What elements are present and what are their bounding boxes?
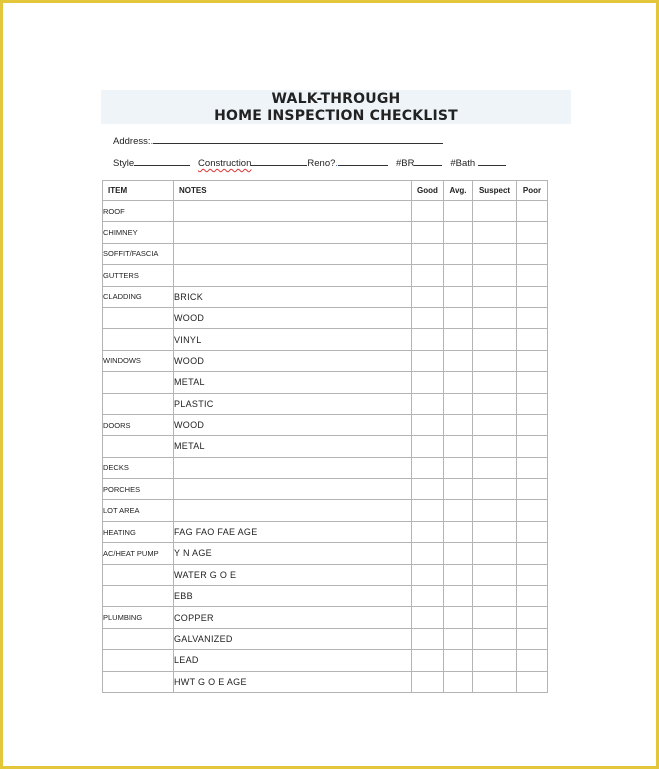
- item-cell: [103, 650, 174, 671]
- rating-good-cell[interactable]: [412, 201, 444, 222]
- rating-suspect-cell[interactable]: [473, 265, 517, 286]
- rating-good-cell[interactable]: [412, 414, 444, 435]
- rating-good-cell[interactable]: [412, 436, 444, 457]
- rating-good-cell[interactable]: [412, 393, 444, 414]
- header-suspect: Suspect: [473, 181, 517, 201]
- style-field[interactable]: [134, 156, 190, 166]
- spellcheck-mark: .: [335, 158, 339, 169]
- title-line-2: HOME INSPECTION CHECKLIST: [214, 108, 458, 124]
- rating-poor-cell[interactable]: [517, 286, 548, 307]
- rating-poor-cell[interactable]: [517, 586, 548, 607]
- rating-good-cell[interactable]: [412, 564, 444, 585]
- rating-poor-cell[interactable]: [517, 222, 548, 243]
- item-cell: PORCHES: [103, 479, 174, 500]
- notes-cell[interactable]: METAL: [174, 372, 412, 393]
- notes-cell[interactable]: [174, 222, 412, 243]
- header-avg: Avg.: [444, 181, 473, 201]
- notes-cell[interactable]: [174, 243, 412, 264]
- rating-avg-cell[interactable]: [444, 414, 473, 435]
- rating-suspect-cell[interactable]: [473, 201, 517, 222]
- rating-suspect-cell[interactable]: [473, 307, 517, 328]
- rating-good-cell[interactable]: [412, 222, 444, 243]
- table-header-row: [103, 181, 548, 201]
- rating-avg-cell[interactable]: [444, 243, 473, 264]
- rating-suspect-cell[interactable]: [473, 222, 517, 243]
- item-cell: CHIMNEY: [103, 222, 174, 243]
- notes-cell[interactable]: GALVANIZED: [174, 628, 412, 649]
- table-row: [103, 543, 548, 564]
- rating-good-cell[interactable]: [412, 543, 444, 564]
- item-cell: [103, 564, 174, 585]
- rating-avg-cell[interactable]: [444, 479, 473, 500]
- item-cell: CLADDING: [103, 286, 174, 307]
- rating-poor-cell[interactable]: [517, 350, 548, 371]
- rating-avg-cell[interactable]: [444, 457, 473, 478]
- table-row: [103, 222, 548, 243]
- rating-poor-cell[interactable]: [517, 671, 548, 692]
- rating-suspect-cell[interactable]: [473, 586, 517, 607]
- rating-good-cell[interactable]: [412, 628, 444, 649]
- rating-suspect-cell[interactable]: [473, 329, 517, 350]
- table-row: [103, 650, 548, 671]
- rating-poor-cell[interactable]: [517, 243, 548, 264]
- rating-poor-cell[interactable]: [517, 628, 548, 649]
- item-cell: WINDOWS: [103, 350, 174, 371]
- notes-cell[interactable]: [174, 201, 412, 222]
- reno-label: Reno?: [307, 158, 336, 169]
- item-cell: [103, 329, 174, 350]
- item-cell: [103, 628, 174, 649]
- rating-avg-cell[interactable]: [444, 329, 473, 350]
- table-row: [103, 564, 548, 585]
- notes-cell[interactable]: PLASTIC: [174, 393, 412, 414]
- item-cell: PLUMBING: [103, 607, 174, 628]
- notes-cell[interactable]: METAL: [174, 436, 412, 457]
- item-cell: [103, 393, 174, 414]
- notes-cell[interactable]: BRICK: [174, 286, 412, 307]
- notes-cell[interactable]: WOOD: [174, 414, 412, 435]
- rating-suspect-cell[interactable]: [473, 414, 517, 435]
- rating-poor-cell[interactable]: [517, 457, 548, 478]
- item-cell: [103, 372, 174, 393]
- rating-avg-cell[interactable]: [444, 586, 473, 607]
- table-row: [103, 671, 548, 692]
- table-row: [103, 286, 548, 307]
- rating-avg-cell[interactable]: [444, 307, 473, 328]
- rating-suspect-cell[interactable]: [473, 628, 517, 649]
- rating-poor-cell[interactable]: [517, 201, 548, 222]
- rating-suspect-cell[interactable]: [473, 350, 517, 371]
- rating-avg-cell[interactable]: [444, 222, 473, 243]
- rating-avg-cell[interactable]: [444, 564, 473, 585]
- rating-good-cell[interactable]: [412, 350, 444, 371]
- notes-cell[interactable]: [174, 457, 412, 478]
- table-row: [103, 329, 548, 350]
- notes-cell[interactable]: COPPER: [174, 607, 412, 628]
- rating-suspect-cell[interactable]: [473, 436, 517, 457]
- rating-good-cell[interactable]: [412, 307, 444, 328]
- rating-avg-cell[interactable]: [444, 607, 473, 628]
- inspection-table: [102, 180, 548, 693]
- address-row: [113, 134, 443, 147]
- rating-suspect-cell[interactable]: [473, 457, 517, 478]
- item-cell: DECKS: [103, 457, 174, 478]
- table-row: [103, 201, 548, 222]
- rating-poor-cell[interactable]: [517, 436, 548, 457]
- table-row: [103, 243, 548, 264]
- rating-poor-cell[interactable]: [517, 414, 548, 435]
- rating-suspect-cell[interactable]: [473, 500, 517, 521]
- item-cell: GUTTERS: [103, 265, 174, 286]
- item-cell: DOORS: [103, 414, 174, 435]
- notes-cell[interactable]: [174, 479, 412, 500]
- rating-poor-cell[interactable]: [517, 650, 548, 671]
- address-label: Address:: [113, 136, 151, 147]
- table-row: [103, 607, 548, 628]
- rating-suspect-cell[interactable]: [473, 521, 517, 542]
- item-cell: [103, 436, 174, 457]
- rating-good-cell[interactable]: [412, 500, 444, 521]
- rating-poor-cell[interactable]: [517, 479, 548, 500]
- notes-cell[interactable]: FAG FAO FAE AGE: [174, 521, 412, 542]
- rating-suspect-cell[interactable]: [473, 607, 517, 628]
- rating-avg-cell[interactable]: [444, 265, 473, 286]
- header-poor: Poor: [517, 181, 548, 201]
- br-field[interactable]: [414, 156, 442, 166]
- item-cell: [103, 671, 174, 692]
- table-row: [103, 265, 548, 286]
- notes-cell[interactable]: EBB: [174, 586, 412, 607]
- spellcheck-mark: .: [150, 136, 154, 147]
- title-line-1: WALK-THROUGH: [271, 91, 401, 107]
- construction-label: Construction: [198, 158, 252, 169]
- rating-avg-cell[interactable]: [444, 201, 473, 222]
- rating-good-cell[interactable]: [412, 457, 444, 478]
- rating-suspect-cell[interactable]: [473, 671, 517, 692]
- rating-suspect-cell[interactable]: [473, 243, 517, 264]
- rating-suspect-cell[interactable]: [473, 286, 517, 307]
- rating-avg-cell[interactable]: [444, 671, 473, 692]
- header-notes: NOTES: [174, 181, 412, 201]
- rating-suspect-cell[interactable]: [473, 564, 517, 585]
- table-row: [103, 521, 548, 542]
- rating-suspect-cell[interactable]: [473, 479, 517, 500]
- rating-good-cell[interactable]: [412, 650, 444, 671]
- rating-good-cell[interactable]: [412, 521, 444, 542]
- notes-cell[interactable]: WATER G O E: [174, 564, 412, 585]
- notes-cell[interactable]: Y N AGE: [174, 543, 412, 564]
- rating-good-cell[interactable]: [412, 329, 444, 350]
- rating-poor-cell[interactable]: [517, 372, 548, 393]
- item-cell: SOFFIT/FASCIA: [103, 243, 174, 264]
- rating-good-cell[interactable]: [412, 671, 444, 692]
- notes-cell[interactable]: [174, 500, 412, 521]
- bath-label: #Bath: [450, 158, 476, 169]
- rating-avg-cell[interactable]: [444, 286, 473, 307]
- item-cell: LOT AREA: [103, 500, 174, 521]
- table-row: [103, 372, 548, 393]
- notes-cell[interactable]: [174, 265, 412, 286]
- rating-suspect-cell[interactable]: [473, 543, 517, 564]
- notes-cell[interactable]: HWT G O E AGE: [174, 671, 412, 692]
- rating-poor-cell[interactable]: [517, 607, 548, 628]
- table-row: [103, 628, 548, 649]
- notes-cell[interactable]: WOOD: [174, 307, 412, 328]
- rating-suspect-cell[interactable]: [473, 372, 517, 393]
- construction-field[interactable]: [251, 156, 307, 166]
- rating-good-cell[interactable]: [412, 372, 444, 393]
- rating-avg-cell[interactable]: [444, 436, 473, 457]
- rating-poor-cell[interactable]: [517, 521, 548, 542]
- table-row: [103, 350, 548, 371]
- notes-cell[interactable]: VINYL: [174, 329, 412, 350]
- rating-avg-cell[interactable]: [444, 628, 473, 649]
- rating-avg-cell[interactable]: [444, 543, 473, 564]
- rating-poor-cell[interactable]: [517, 564, 548, 585]
- style-label: Style: [113, 158, 135, 169]
- rating-poor-cell[interactable]: [517, 307, 548, 328]
- notes-cell[interactable]: WOOD: [174, 350, 412, 371]
- address-field[interactable]: [153, 134, 443, 144]
- rating-good-cell[interactable]: [412, 586, 444, 607]
- rating-avg-cell[interactable]: [444, 521, 473, 542]
- bath-field[interactable]: [478, 156, 506, 166]
- notes-cell[interactable]: LEAD: [174, 650, 412, 671]
- header-item: ITEM: [103, 181, 174, 201]
- rating-poor-cell[interactable]: [517, 500, 548, 521]
- rating-good-cell[interactable]: [412, 243, 444, 264]
- rating-poor-cell[interactable]: [517, 393, 548, 414]
- rating-poor-cell[interactable]: [517, 329, 548, 350]
- table-row: [103, 393, 548, 414]
- rating-poor-cell[interactable]: [517, 543, 548, 564]
- reno-field[interactable]: [338, 156, 388, 166]
- rating-suspect-cell[interactable]: [473, 650, 517, 671]
- br-label: #BR: [395, 158, 415, 169]
- rating-good-cell[interactable]: [412, 286, 444, 307]
- table-row: [103, 500, 548, 521]
- rating-avg-cell[interactable]: [444, 372, 473, 393]
- details-row: [113, 156, 506, 169]
- rating-poor-cell[interactable]: [517, 265, 548, 286]
- item-cell: ROOF: [103, 201, 174, 222]
- table-row: [103, 414, 548, 435]
- table-row: [103, 457, 548, 478]
- table-row: [103, 436, 548, 457]
- header-good: Good: [412, 181, 444, 201]
- rating-good-cell[interactable]: [412, 607, 444, 628]
- rating-avg-cell[interactable]: [444, 500, 473, 521]
- rating-avg-cell[interactable]: [444, 650, 473, 671]
- table-row: [103, 586, 548, 607]
- rating-avg-cell[interactable]: [444, 393, 473, 414]
- table-row: [103, 479, 548, 500]
- item-cell: [103, 586, 174, 607]
- rating-avg-cell[interactable]: [444, 350, 473, 371]
- rating-suspect-cell[interactable]: [473, 393, 517, 414]
- item-cell: HEATING: [103, 521, 174, 542]
- rating-good-cell[interactable]: [412, 479, 444, 500]
- table-row: [103, 307, 548, 328]
- item-cell: [103, 307, 174, 328]
- item-cell: AC/HEAT PUMP: [103, 543, 174, 564]
- rating-good-cell[interactable]: [412, 265, 444, 286]
